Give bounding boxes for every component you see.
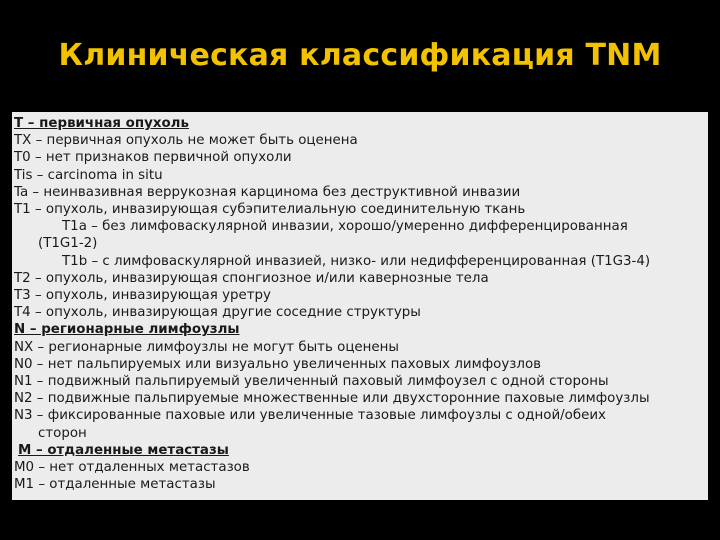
list-item: Ta – неинвазивная веррукозная карцинома без деструктивной инвазии — [14, 184, 521, 200]
list-subitem: T1b – с лимфоваскулярной инвазией, низко- или недифференцированная (T1G3-4) — [62, 253, 651, 269]
list-item: N0 – нет пальпируемых или визуально увеличенных паховых лимфоузлов — [14, 356, 542, 372]
section-heading-n: N – регионарные лимфоузлы — [14, 322, 240, 338]
list-item: NX – регионарные лимфоузлы не могут быть оценены — [14, 339, 399, 355]
list-subitem-continuation: (T1G1-2) — [38, 236, 98, 252]
slide-title: Клиническая классификация TNM — [58, 38, 662, 73]
list-item: M1 – отдаленные метастазы — [14, 477, 216, 493]
list-item: N3 – фиксированные паховые или увеличенные тазовые лимфоузлы с одной/обеих — [14, 408, 606, 424]
list-item: N2 – подвижные пальпируемые множественные или двухсторонние паховые лимфоузлы — [14, 391, 650, 407]
list-item: M0 – нет отдаленных метастазов — [14, 460, 250, 476]
classification-text-box — [12, 112, 708, 500]
list-subitem: T1a – без лимфоваскулярной инвазии, хорошо/умеренно дифференцированная — [62, 219, 628, 235]
list-item: N1 – подвижный пальпируемый увеличенный паховый лимфоузел с одной стороны — [14, 374, 609, 390]
list-item: T4 – опухоль, инвазирующая другие соседние структуры — [14, 305, 421, 321]
list-item: T1 – опухоль, инвазирующая субэпителиальную соединительную ткань — [14, 202, 526, 218]
section-heading-m: M – отдаленные метастазы — [18, 442, 229, 458]
list-item: T0 – нет признаков первичной опухоли — [14, 150, 292, 166]
list-item: T3 – опухоль, инвазирующая уретру — [14, 288, 271, 304]
list-item: T2 – опухоль, инвазирующая спонгиозное и/или кавернозные тела — [14, 270, 489, 286]
list-item-continuation: сторон — [38, 425, 87, 441]
list-item: Tis – carcinoma in situ — [14, 167, 163, 183]
section-heading-t: T – первичная опухоль — [14, 116, 189, 131]
list-item: TX – первичная опухоль не может быть оценена — [14, 133, 358, 149]
